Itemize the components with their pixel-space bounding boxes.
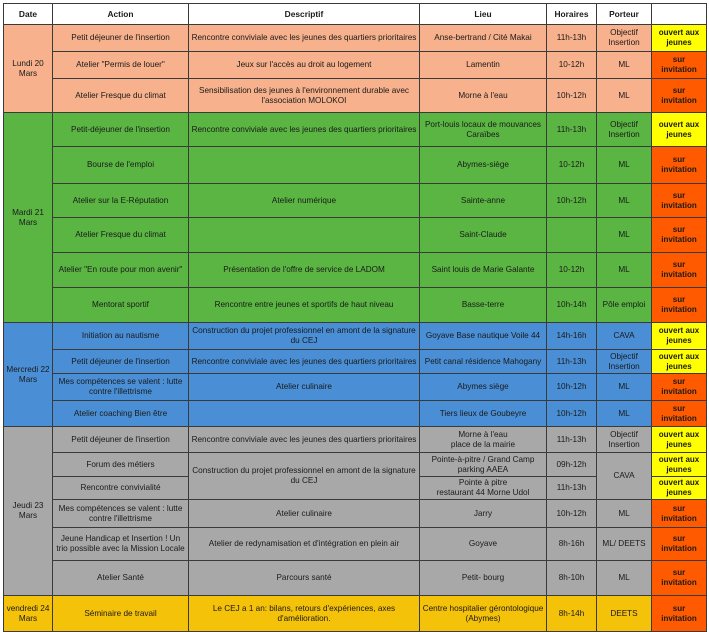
porteur-cell: ML [597, 218, 652, 253]
horaires-cell: 10h-12h [547, 401, 597, 427]
action-cell: Atelier sur la E-Réputation [53, 184, 189, 218]
day-label: Mercredi 22 Mars [4, 323, 53, 427]
descriptif-cell: Atelier de redynamisation et d'intégration en plein air [189, 528, 420, 561]
action-cell: Atelier Santé [53, 561, 189, 596]
header-descriptif: Descriptif [189, 4, 420, 25]
status-badge: sur invitation [652, 561, 707, 596]
porteur-cell: ML [597, 147, 652, 184]
horaires-cell: 10-12h [547, 147, 597, 184]
porteur-cell: ML [597, 253, 652, 288]
descriptif-cell [189, 401, 420, 427]
porteur-cell: CAVA [597, 453, 652, 500]
porteur-cell: ML [597, 500, 652, 528]
status-badge: ouvert aux jeunes [652, 323, 707, 350]
descriptif-cell: Jeux sur l'accès au droit au logement [189, 52, 420, 79]
horaires-cell [547, 218, 597, 253]
table-row [4, 113, 707, 147]
descriptif-cell: Atelier culinaire [189, 374, 420, 401]
action-cell: Forum des métiers [53, 453, 189, 477]
status-badge: ouvert aux jeunes [652, 427, 707, 453]
header-date: Date [4, 4, 53, 25]
status-badge: ouvert aux jeunes [652, 350, 707, 374]
action-cell: Mes compétences se valent : lutte contre l'illettrisme [53, 500, 189, 528]
porteur-cell: Objectif Insertion [597, 25, 652, 52]
table-row [4, 288, 707, 323]
day-label: Lundi 20 Mars [4, 25, 53, 113]
status-badge: ouvert aux jeunes [652, 113, 707, 147]
lieu-cell: Sainte-anne [420, 184, 547, 218]
horaires-cell: 11h-13h [547, 427, 597, 453]
table-row [4, 52, 707, 79]
action-cell: Atelier coaching Bien être [53, 401, 189, 427]
status-badge: sur invitation [652, 596, 707, 632]
descriptif-cell: Atelier numérique [189, 184, 420, 218]
schedule-body [4, 25, 707, 632]
horaires-cell: 11h-13h [547, 350, 597, 374]
action-cell: Petit-déjeuner de l'insertion [53, 113, 189, 147]
status-badge: sur invitation [652, 374, 707, 401]
lieu-cell: Centre hospitalier gérontologique (Abymes) [420, 596, 547, 632]
table-row [4, 374, 707, 401]
lieu-cell: Port-louis locaux de mouvances Caraïbes [420, 113, 547, 147]
porteur-cell: Objectif Insertion [597, 350, 652, 374]
descriptif-cell [189, 218, 420, 253]
table-row [4, 184, 707, 218]
horaires-cell: 14h-16h [547, 323, 597, 350]
lieu-cell: Jarry [420, 500, 547, 528]
schedule-sheet [3, 3, 707, 632]
horaires-cell: 11h-13h [547, 25, 597, 52]
lieu-cell: Morne à l'eau [420, 79, 547, 113]
status-badge: sur invitation [652, 500, 707, 528]
status-badge: sur invitation [652, 184, 707, 218]
lieu-cell: Petit- bourg [420, 561, 547, 596]
porteur-cell: ML [597, 401, 652, 427]
table-row [4, 218, 707, 253]
action-cell: Petit déjeuner de l'insertion [53, 427, 189, 453]
porteur-cell: ML [597, 374, 652, 401]
action-cell: Rencontre convivialité [53, 477, 189, 500]
action-cell: Petit déjeuner de l'insertion [53, 350, 189, 374]
descriptif-cell: Parcours santé [189, 561, 420, 596]
status-badge: ouvert aux jeunes [652, 477, 707, 500]
horaires-cell: 10h-12h [547, 184, 597, 218]
lieu-cell: Goyave Base nautique Voile 44 [420, 323, 547, 350]
descriptif-cell: Présentation de l'offre de service de LADOM [189, 253, 420, 288]
table-row [4, 401, 707, 427]
header-action: Action [53, 4, 189, 25]
horaires-cell: 11h-13h [547, 477, 597, 500]
table-row [4, 25, 707, 52]
porteur-cell: ML [597, 52, 652, 79]
horaires-cell: 10h-12h [547, 500, 597, 528]
status-badge: sur invitation [652, 253, 707, 288]
horaires-cell: 10h-12h [547, 374, 597, 401]
day-label: Mardi 21 Mars [4, 113, 53, 323]
horaires-cell: 8h-10h [547, 561, 597, 596]
descriptif-cell: Rencontre conviviale avec les jeunes des quartiers prioritaires [189, 113, 420, 147]
status-badge: ouvert aux jeunes [652, 453, 707, 477]
horaires-cell: 11h-13h [547, 113, 597, 147]
table-row [4, 528, 707, 561]
status-badge: sur invitation [652, 147, 707, 184]
action-cell: Atelier Fresque du climat [53, 79, 189, 113]
horaires-cell: 10-12h [547, 253, 597, 288]
porteur-cell: Objectif Insertion [597, 427, 652, 453]
lieu-cell: Abymes-siège [420, 147, 547, 184]
descriptif-cell: Rencontre conviviale avec les jeunes des quartiers prioritaires [189, 350, 420, 374]
table-row [4, 79, 707, 113]
descriptif-cell [189, 147, 420, 184]
porteur-cell: DEETS [597, 596, 652, 632]
header-horaires: Horaires [547, 4, 597, 25]
action-cell: Mentorat sportif [53, 288, 189, 323]
lieu-cell: Saint-Claude [420, 218, 547, 253]
action-cell: Jeune Handicap et Insertion ! Un trio possible avec la Mission Locale [53, 528, 189, 561]
horaires-cell: 10h-12h [547, 79, 597, 113]
descriptif-cell: Rencontre entre jeunes et sportifs de haut niveau [189, 288, 420, 323]
action-cell: Atelier Fresque du climat [53, 218, 189, 253]
horaires-cell: 8h-14h [547, 596, 597, 632]
day-label: Jeudi 23 Mars [4, 427, 53, 596]
descriptif-cell: Atelier culinaire [189, 500, 420, 528]
descriptif-cell: Construction du projet professionnel en amont de la signature du CEJ [189, 323, 420, 350]
porteur-cell: Pôle emploi [597, 288, 652, 323]
descriptif-cell: Rencontre conviviale avec les jeunes des quartiers prioritaires [189, 25, 420, 52]
porteur-cell: ML [597, 184, 652, 218]
lieu-cell: Pointe-à-pitre / Grand Camp parking AAEA [420, 453, 547, 477]
header-porteur: Porteur [597, 4, 652, 25]
porteur-cell: ML/ DEETS [597, 528, 652, 561]
lieu-cell: Morne à l'eau place de la mairie [420, 427, 547, 453]
action-cell: Bourse de l'emploi [53, 147, 189, 184]
status-badge: sur invitation [652, 528, 707, 561]
table-row [4, 596, 707, 632]
lieu-cell: Petit canal résidence Mahogany [420, 350, 547, 374]
status-badge: sur invitation [652, 52, 707, 79]
day-label: vendredi 24 Mars [4, 596, 53, 632]
schedule-table [3, 3, 707, 632]
table-row [4, 427, 707, 453]
descriptif-cell: Construction du projet professionnel en amont de la signature du CEJ [189, 453, 420, 500]
status-badge: sur invitation [652, 401, 707, 427]
horaires-cell: 10-12h [547, 52, 597, 79]
descriptif-cell: Le CEJ a 1 an: bilans, retours d'expériences, axes d'amélioration. [189, 596, 420, 632]
table-row [4, 561, 707, 596]
lieu-cell: Anse-bertrand / Cité Makai [420, 25, 547, 52]
lieu-cell: Tiers lieux de Goubeyre [420, 401, 547, 427]
header-row [4, 4, 707, 25]
table-row [4, 147, 707, 184]
action-cell: Séminaire de travail [53, 596, 189, 632]
horaires-cell: 8h-16h [547, 528, 597, 561]
status-badge: sur invitation [652, 218, 707, 253]
porteur-cell: Objectif Insertion [597, 113, 652, 147]
lieu-cell: Pointe à pitre restaurant 44 Morne Udol [420, 477, 547, 500]
porteur-cell: ML [597, 561, 652, 596]
lieu-cell: Goyave [420, 528, 547, 561]
descriptif-cell: Sensibilisation des jeunes à l'environnement durable avec l'association MOLOKOI [189, 79, 420, 113]
horaires-cell: 10h-14h [547, 288, 597, 323]
lieu-cell: Basse-terre [420, 288, 547, 323]
header-statut [652, 4, 707, 25]
porteur-cell: ML [597, 79, 652, 113]
status-badge: sur invitation [652, 79, 707, 113]
status-badge: sur invitation [652, 288, 707, 323]
porteur-cell: CAVA [597, 323, 652, 350]
header-lieu: Lieu [420, 4, 547, 25]
lieu-cell: Lamentin [420, 52, 547, 79]
action-cell: Petit déjeuner de l'insertion [53, 25, 189, 52]
table-row [4, 500, 707, 528]
descriptif-cell: Rencontre conviviale avec les jeunes des quartiers prioritaires [189, 427, 420, 453]
action-cell: Mes compétences se valent : lutte contre l'illettrisme [53, 374, 189, 401]
status-badge: ouvert aux jeunes [652, 25, 707, 52]
table-row [4, 253, 707, 288]
action-cell: Atelier "Permis de louer" [53, 52, 189, 79]
action-cell: Initiation au nautisme [53, 323, 189, 350]
lieu-cell: Abymes siège [420, 374, 547, 401]
table-row [4, 323, 707, 350]
table-row [4, 350, 707, 374]
horaires-cell: 09h-12h [547, 453, 597, 477]
table-row [4, 453, 707, 477]
lieu-cell: Saint louis de Marie Galante [420, 253, 547, 288]
action-cell: Atelier "En route pour mon avenir" [53, 253, 189, 288]
